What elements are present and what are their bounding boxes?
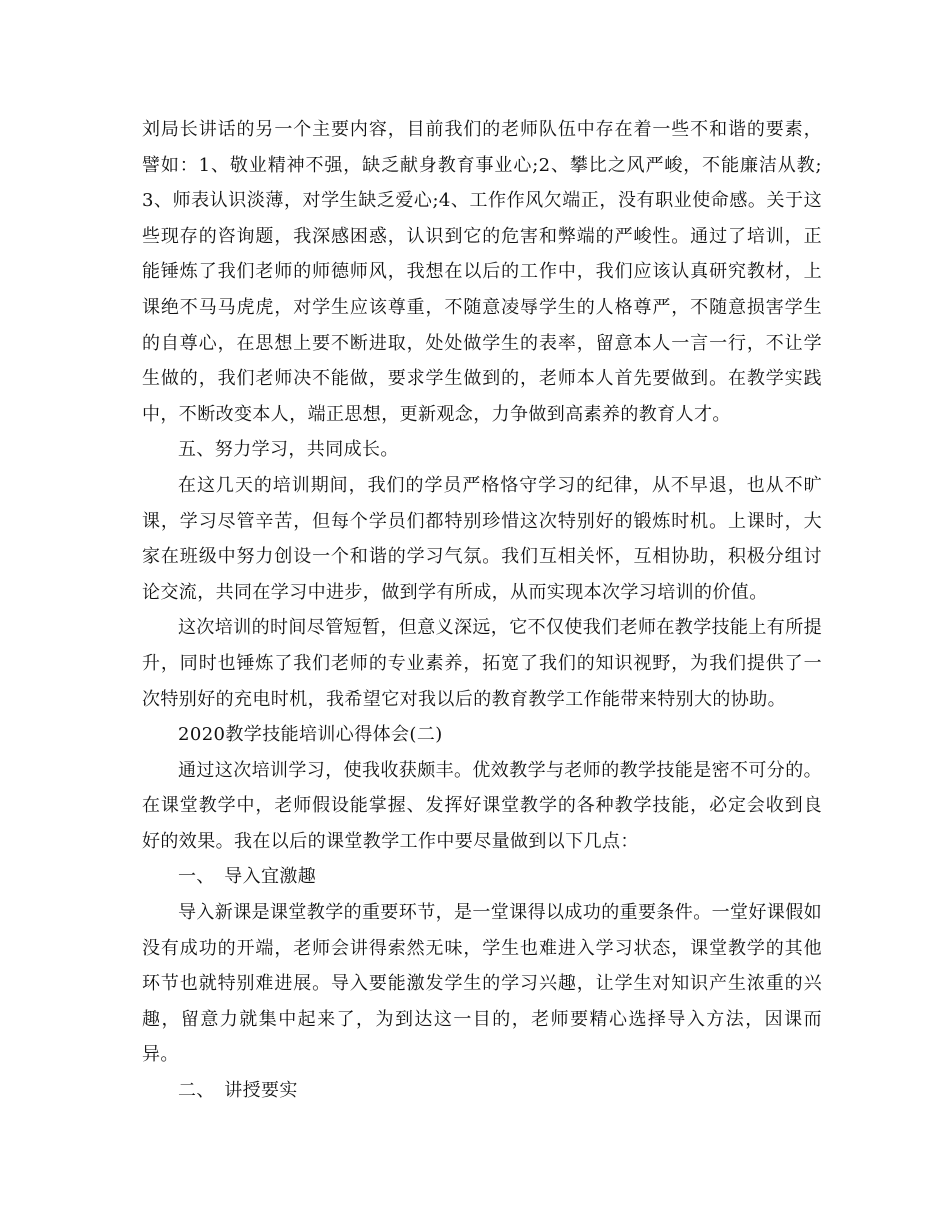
document-body: [142, 112, 822, 1109]
section-heading-five: 五、努力学习，共同成长。: [178, 439, 399, 461]
paragraph-training-significance: 这次培训的时间尽管短暂，但意义深远，它不仅使我们老师在教学技能上有所提升，同时也锤炼了我们老师的专业素养，拓宽了我们的知识视野，为我们提供了一次特别好的充电时机，我希望它对我以后的教育教学工作能带来特别大的协助。: [142, 617, 822, 710]
paragraph-continuation: 刘局长讲话的另一个主要内容，目前我们的老师队伍中存在着一些不和谐的要素，譬如：1、敬业精神不强，缺乏献身教育事业心;2、攀比之风严峻，不能廉洁从教;3、师表认识淡薄，对学生缺乏爱心;4、工作作风欠端正，没有职业使命感。关于这些现存的咨询题，我深感困惑，认识到它的危害和弊端的严峻性。通过了培训，正能锤炼了我们老师的师德师风，我想在以后的工作中，我们应该认真研究教材，上课绝不马马虎虎，对学生应该尊重，不随意凌辱学生的人格尊严，不随意损害学生的自尊心，在思想上要不断进取，处处做学生的表率，留意本人一言一行，不让学生做的，我们老师决不能做，要求学生做到的，老师本人首先要做到。在教学实践中，不断改变本人，端正思想，更新观念，力争做到高素养的教育人才。: [142, 119, 822, 425]
article-subtitle: 2020教学技能培训心得体会(二): [178, 724, 443, 746]
section-heading-two: 二、 讲授要实: [178, 1080, 298, 1102]
paragraph-study-discipline: 在这几天的培训期间，我们的学员严格恪守学习的纪律，从不早退，也从不旷课，学习尽管辛苦，但每个学员们都特别珍惜这次特别好的锻炼时机。上课时，大家在班级中努力创设一个和谐的学习气氛。我们互相关怀，互相协助，积极分组讨论交流，共同在学习中进步，做到学有所成，从而实现本次学习培训的价值。: [142, 474, 822, 603]
section-heading-one: 一、 导入宜激趣: [178, 866, 317, 888]
paragraph-intro: 通过这次培训学习，使我收获颇丰。优效教学与老师的教学技能是密不可分的。在课堂教学中，老师假设能掌握、发挥好课堂教学的各种教学技能，必定会收到良好的效果。我在以后的课堂教学工作中要尽量做到以下几点：: [142, 759, 822, 852]
paragraph-lesson-introduction: 导入新课是课堂教学的重要环节，是一堂课得以成功的重要条件。一堂好课假如没有成功的开端，老师会讲得索然无味，学生也难进入学习状态，课堂教学的其他环节也就特别难进展。导入要能激发学生的学习兴趣，让学生对知识产生浓重的兴趣，留意力就集中起来了，为到达这一目的，老师要精心选择导入方法，因课而异。: [142, 902, 822, 1066]
